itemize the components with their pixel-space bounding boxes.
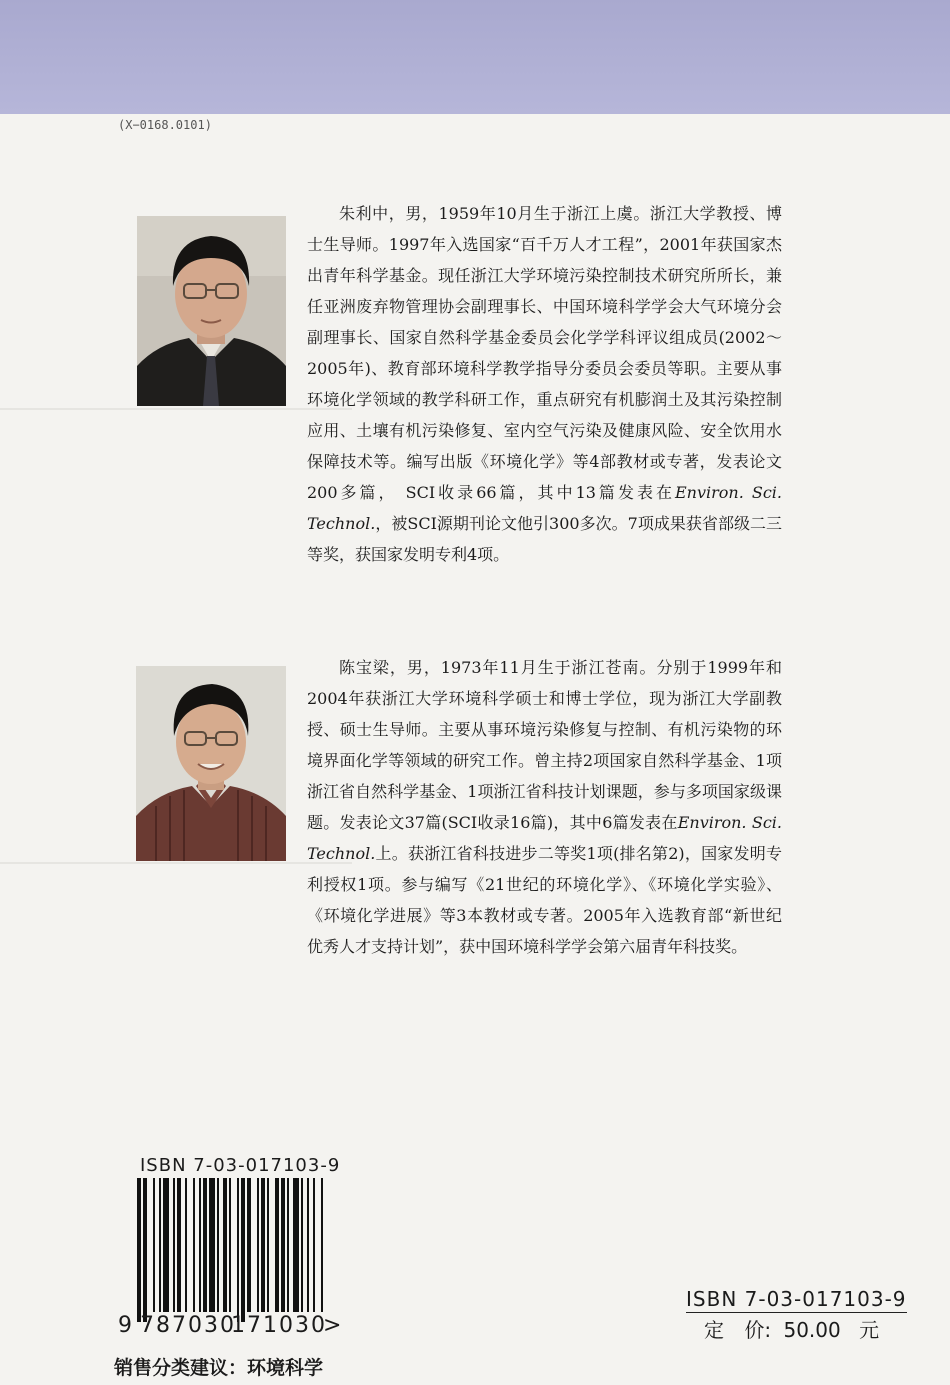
barcode-bar [217,1178,219,1312]
photo-shadow-rule [0,862,352,864]
author-1-biography: 朱利中，男，1959年10月生于浙江上虞。浙江大学教授、博士生导师。1997年入选国家“百千万人才工程”，2001年获国家杰出青年科学基金。现任浙江大学环境污染控制技术研究所所长，兼任亚洲废弃物管理协会副理事长、中国环境科学学会大气环境分会副理事长、国家自然科学基金委员会化学学科评议组成员(2002～2005年)、教育部环境科学教学指导分委员会委员等职。主要从事环境化学领域的教学科研工作，重点研究有机膨润土及其污染控制应用、土壤有机污染修复、室内空气污染及健康风险、安全饮用水保障技术等。编写出版《环境化学》等4部教材或专著，发表论文200多篇， SCI收录66篇，其中13篇发表在Environ. Sci. Technol.，被SCI源期刊论文他引300多次。7项成果获省部级二三等奖，获国家发明专利4项。 [307,204,782,564]
barcode-bar [185,1178,187,1312]
photo-shadow-rule [0,408,352,410]
barcode-bar [307,1178,309,1312]
barcode-bar [193,1178,195,1312]
barcode-bar [293,1178,299,1312]
barcode-bar [229,1178,231,1312]
barcode-bar [177,1178,181,1312]
barcode-bar [223,1178,227,1312]
author-1-portrait [137,216,286,406]
price-label: 定 [704,1318,724,1342]
barcode-bar [159,1178,161,1312]
barcode-bar [199,1178,201,1312]
ean-left-group: 787030 [140,1313,236,1338]
price-unit: 元 [859,1318,880,1342]
barcode-bar [143,1178,147,1322]
author-2-biography: 陈宝梁，男，1973年11月生于浙江苍南。分别于1999年和2004年获浙江大学环境科学硕士和博士学位，现为浙江大学副教授、硕士生导师。主要从事环境污染修复与控制、有机污染物的环境界面化学等领域的研究工作。曾主持2项国家自然科学基金、1项浙江省自然科学基金、1项浙江省科技计划课题，参与多项国家级课题。发表论文37篇(SCI收录16篇)，其中6篇发表在Environ. Sci. Technol.上。获浙江省科技进步二等奖1项(排名第2)，国家发明专利授权1项。参与编写《21世纪的环境化学》、《环境化学实验》、《环境化学进展》等3本教材或专著。2005年入选教育部“新世纪优秀人才支持计划”，获中国环境科学学会第六届青年科技奖。 [307,658,782,956]
barcode-bar [313,1178,315,1312]
ean-arrow: > [323,1313,344,1338]
isbn-number: ISBN 7-03-017103-9 [686,1287,907,1311]
barcode-bar [287,1178,289,1312]
ean-first-digit: 9 [118,1313,134,1338]
barcode-bar [247,1178,251,1312]
author-2-portrait [136,666,286,861]
barcode-bar [237,1178,239,1322]
sales-category: 销售分类建议：环境科学 [114,1357,324,1379]
barcode-bar [321,1178,323,1312]
top-color-band [0,0,950,114]
barcode-bar [209,1178,215,1312]
barcode-bar [267,1178,269,1312]
barcode-bar [261,1178,265,1312]
barcode-bar [257,1178,259,1312]
journal-name: Environ. Sci. Technol. [307,813,782,863]
barcode-bar [241,1178,245,1322]
barcode-bar [301,1178,303,1312]
barcode-bar [163,1178,169,1312]
price-label: 价: [744,1318,772,1342]
barcode-bar [203,1178,207,1312]
journal-name: Environ. Sci. Technol. [307,483,782,533]
ean-right-group: 171030 [231,1313,327,1338]
barcode-bar [173,1178,175,1312]
barcode-bar [137,1178,141,1322]
barcode-bar [275,1178,279,1312]
price-line [704,1314,879,1343]
price-value: 50.00 [783,1318,841,1342]
barcode-bar [281,1178,285,1312]
barcode-bar [153,1178,155,1312]
catalog-code: (X−0168.0101) [118,118,212,132]
barcode-isbn-label: ISBN 7-03-017103-9 [140,1155,341,1176]
